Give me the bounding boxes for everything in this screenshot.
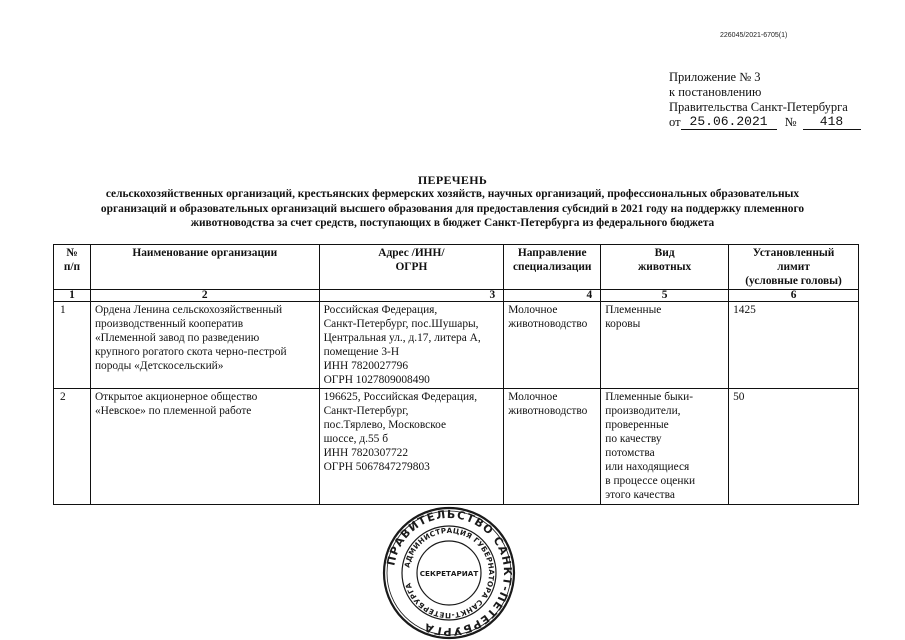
appendix-block (669, 70, 861, 130)
stamp-center-text: СЕКРЕТАРИАТ (419, 569, 479, 578)
stamp-outer-text: ПРАВИТЕЛЬСТВО САНКТ-ПЕТЕРБУРГА (384, 507, 515, 639)
column-number-row (54, 290, 859, 302)
header-address: Адрес /ИНН/ ОГРН (319, 245, 504, 290)
col-number: 3 (319, 290, 504, 302)
header-org-name: Наименование организации (90, 245, 319, 290)
col-number: 5 (601, 290, 729, 302)
document-id: 226045/2021-6705(1) (720, 32, 788, 39)
table-row (54, 302, 859, 389)
decree-number: 418 (803, 115, 861, 130)
appendix-line1: Приложение № 3 (669, 70, 761, 84)
org-animals: Племенные коровы (601, 302, 729, 389)
table-row (54, 389, 859, 505)
header-animals: Вид животных (601, 245, 729, 290)
org-address: Российская Федерация, Санкт-Петербург, пос.Шушары, Центральная ул., д.17, литера А, помещение 3-Н ИНН 7820027796 ОГРН 1027809008490 (319, 302, 504, 389)
from-label: от (669, 115, 681, 129)
document-title: ПЕРЕЧЕНЬ (417, 173, 488, 187)
row-num: 1 (54, 302, 91, 389)
org-specialization: Молочное животноводство (504, 302, 601, 389)
secretariat-stamp (382, 506, 516, 640)
col-number: 4 (504, 290, 601, 302)
appendix-date-line (669, 115, 861, 130)
document-subtitle: сельскохозяйственных организаций, крестьянских фермерских хозяйств, научных организаций, профессиональных образовательных организаций и образовательных организаций высшего образования для предоставления субсидий в 2021 году на поддержку племенного животноводства за счет средств, поступающих в бюджет Санкт-Петербурга из федерального бюджета (100, 188, 805, 229)
col-number: 6 (729, 290, 859, 302)
header-num: № п/п (54, 245, 91, 290)
organizations-table (53, 244, 859, 505)
col-number: 1 (54, 290, 91, 302)
org-name: Открытое акционерное общество «Невское» по племенной работе (90, 389, 319, 505)
header-specialization: Направление специализации (504, 245, 601, 290)
col-number: 2 (90, 290, 319, 302)
header-limit: Установленный лимит (условные головы) (729, 245, 859, 290)
row-num: 2 (54, 389, 91, 505)
org-limit: 1425 (729, 302, 859, 389)
number-label: № (784, 115, 797, 129)
org-limit: 50 (729, 389, 859, 505)
appendix-line3: Правительства Санкт-Петербурга (669, 100, 848, 114)
decree-date: 25.06.2021 (681, 115, 777, 130)
appendix-line2: к постановлению (669, 85, 762, 99)
stamp-inner-text: АДМИНИСТРАЦИЯ ГУБЕРНАТОРА САНКТ-ПЕТЕРБУРГА (402, 525, 497, 621)
org-name: Ордена Ленина сельскохозяйственный производственный кооператив «Племенной завод по разведению крупного рогатого скота черно-пестрой породы «Детскосельский» (90, 302, 319, 389)
table-header-row (54, 245, 859, 290)
org-address: 196625, Российская Федерация, Санкт-Петербург, пос.Тярлево, Московское шоссе, д.55 б ИНН 7820307722 ОГРН 5067847279803 (319, 389, 504, 505)
org-animals: Племенные быки- производители, проверенные по качеству потомства или находящиеся в процессе оценки этого качества (601, 389, 729, 505)
org-specialization: Молочное животноводство (504, 389, 601, 505)
